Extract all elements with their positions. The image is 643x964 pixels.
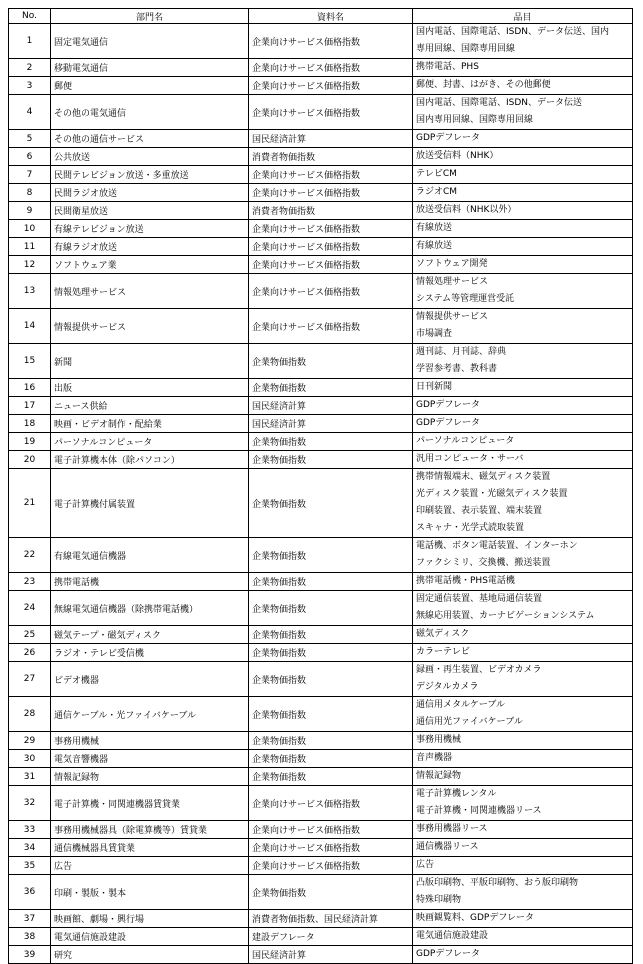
item-line: ソフトウェア開発 — [416, 259, 488, 269]
items-cell — [413, 433, 633, 451]
item-line: 有線放送 — [416, 223, 453, 233]
items-cell — [413, 451, 633, 469]
row-number: 10 — [9, 220, 51, 238]
items-cell — [413, 768, 633, 786]
table-row — [9, 768, 633, 786]
items-cell — [413, 538, 633, 573]
header-items: 品目 — [413, 9, 633, 24]
items-cell — [413, 397, 633, 415]
source-name: 企業物価指数 — [249, 644, 413, 662]
source-name: 企業物価指数 — [249, 451, 413, 469]
item-line: GDPデフレータ — [416, 418, 480, 428]
item-line: 情報記録物 — [416, 771, 462, 781]
department-name: 携帯電話機 — [51, 573, 249, 591]
row-number: 25 — [9, 626, 51, 644]
items-cell — [413, 857, 633, 875]
items-cell — [413, 839, 633, 857]
item-line: 広告 — [416, 860, 435, 870]
department-name: 民間衛星放送 — [51, 202, 249, 220]
table-row — [9, 697, 633, 732]
item-line: GDPデフレータ — [416, 133, 480, 143]
items-cell — [413, 626, 633, 644]
department-name: 無線電気通信機器（除携帯電話機） — [51, 591, 249, 626]
row-number: 22 — [9, 538, 51, 573]
source-name: 企業向けサービス価格指数 — [249, 166, 413, 184]
table-row — [9, 59, 633, 77]
row-number: 6 — [9, 148, 51, 166]
department-name: 有線電気通信機器 — [51, 538, 249, 573]
department-name: 磁気テープ・磁気ディスク — [51, 626, 249, 644]
row-number: 19 — [9, 433, 51, 451]
table-row — [9, 573, 633, 591]
items-cell — [413, 130, 633, 148]
source-name: 企業物価指数 — [249, 433, 413, 451]
table-row — [9, 857, 633, 875]
row-number: 35 — [9, 857, 51, 875]
source-name: 企業向けサービス価格指数 — [249, 274, 413, 309]
item-line: 凸版印刷物、平版印刷物、おう版印刷物 — [416, 878, 579, 888]
items-cell — [413, 662, 633, 697]
items-cell — [413, 732, 633, 750]
table-row — [9, 732, 633, 750]
table-body — [9, 24, 633, 964]
department-name: その他の通信サービス — [51, 130, 249, 148]
row-number: 7 — [9, 166, 51, 184]
item-line: 携帯電話機・PHS電話機 — [416, 576, 515, 586]
source-name: 企業向けサービス価格指数 — [249, 77, 413, 95]
item-line: 日刊新聞 — [416, 382, 453, 392]
source-name: 建設デフレータ — [249, 928, 413, 946]
department-name: 電気通信施設建設 — [51, 928, 249, 946]
item-line: 特殊印刷物 — [416, 895, 462, 905]
department-name: ビデオ機器 — [51, 662, 249, 697]
source-name: 企業向けサービス価格指数 — [249, 184, 413, 202]
department-name: 郵便 — [51, 77, 249, 95]
source-name: 企業物価指数 — [249, 768, 413, 786]
source-name: 企業向けサービス価格指数 — [249, 59, 413, 77]
source-name: 企業向けサービス価格指数 — [249, 839, 413, 857]
item-line: 市場調査 — [416, 329, 453, 339]
item-line: 固定通信装置、基地局通信装置 — [416, 594, 543, 604]
department-name: 固定電気通信 — [51, 24, 249, 59]
source-name: 企業物価指数 — [249, 591, 413, 626]
item-line: パーソナルコンピュータ — [416, 436, 515, 446]
department-name: 通信機械器具賃貸業 — [51, 839, 249, 857]
item-line: 音声機器 — [416, 753, 453, 763]
row-number: 24 — [9, 591, 51, 626]
row-number: 1 — [9, 24, 51, 59]
source-name: 国民経済計算 — [249, 130, 413, 148]
items-cell — [413, 644, 633, 662]
table-row — [9, 220, 633, 238]
source-name: 企業向けサービス価格指数 — [249, 220, 413, 238]
item-line: 録画・再生装置、ビデオカメラ — [416, 665, 542, 675]
table-row — [9, 662, 633, 697]
department-name: 広告 — [51, 857, 249, 875]
table-row — [9, 202, 633, 220]
items-cell — [413, 750, 633, 768]
source-name: 消費者物価指数、国民経済計算 — [249, 910, 413, 928]
item-line: 国内電話、国際電話、ISDN、データ伝送、国内 — [416, 27, 610, 37]
source-name: 国民経済計算 — [249, 946, 413, 964]
item-line: 電気通信施設建設 — [416, 931, 489, 941]
items-cell — [413, 95, 633, 130]
item-line: ファクシミリ、交換機、搬送装置 — [416, 558, 551, 568]
table-row — [9, 148, 633, 166]
items-cell — [413, 928, 633, 946]
row-number: 21 — [9, 469, 51, 538]
source-name: 企業向けサービス価格指数 — [249, 821, 413, 839]
item-line: 放送受信料（NHK以外） — [416, 205, 517, 215]
table-row — [9, 77, 633, 95]
item-line: 電子計算機・同関連機器リース — [416, 806, 542, 816]
item-line: 専用回線、国際専用回線 — [416, 44, 516, 54]
department-name: ラジオ・テレビ受信機 — [51, 644, 249, 662]
department-name: 電子計算機・同関連機器賃貸業 — [51, 786, 249, 821]
items-cell — [413, 591, 633, 626]
item-line: 通信用光ファイバケーブル — [416, 717, 523, 727]
table-row — [9, 469, 633, 538]
items-cell — [413, 573, 633, 591]
items-cell — [413, 166, 633, 184]
item-line: 有線放送 — [416, 241, 453, 251]
row-number: 17 — [9, 397, 51, 415]
item-line: GDPデフレータ — [416, 400, 480, 410]
department-name: 電子計算機本体（除パソコン） — [51, 451, 249, 469]
table-row — [9, 379, 633, 397]
row-number: 12 — [9, 256, 51, 274]
table-row — [9, 256, 633, 274]
item-line: 週刊誌、月刊誌、辞典 — [416, 347, 507, 357]
row-number: 15 — [9, 344, 51, 379]
source-name: 消費者物価指数 — [249, 202, 413, 220]
table-row — [9, 644, 633, 662]
item-line: 通信用メタルケーブル — [416, 700, 506, 710]
item-line: 光ディスク装置・光磁気ディスク装置 — [416, 489, 568, 499]
source-name: 企業物価指数 — [249, 344, 413, 379]
source-name: 企業向けサービス価格指数 — [249, 857, 413, 875]
row-number: 37 — [9, 910, 51, 928]
row-number: 28 — [9, 697, 51, 732]
table-row — [9, 538, 633, 573]
table-row — [9, 591, 633, 626]
item-line: 携帯電話、PHS — [416, 62, 479, 72]
header-row — [9, 9, 633, 24]
table-row — [9, 184, 633, 202]
item-line: 通信機器リース — [416, 842, 479, 852]
department-name: ニュース供給 — [51, 397, 249, 415]
items-cell — [413, 415, 633, 433]
department-name: 移動電気通信 — [51, 59, 249, 77]
items-cell — [413, 344, 633, 379]
table-row — [9, 309, 633, 344]
table-row — [9, 397, 633, 415]
item-line: 放送受信料（NHK） — [416, 151, 499, 161]
table-row — [9, 344, 633, 379]
source-name: 企業向けサービス価格指数 — [249, 238, 413, 256]
items-cell — [413, 184, 633, 202]
department-name: 有線テレビジョン放送 — [51, 220, 249, 238]
source-name: 企業物価指数 — [249, 732, 413, 750]
source-name: 企業物価指数 — [249, 626, 413, 644]
department-name: ソフトウェア業 — [51, 256, 249, 274]
department-name: 民間テレビジョン放送・多重放送 — [51, 166, 249, 184]
row-number: 31 — [9, 768, 51, 786]
department-name: 出版 — [51, 379, 249, 397]
table-row — [9, 451, 633, 469]
row-number: 39 — [9, 946, 51, 964]
item-line: システム等管理運営受託 — [416, 294, 515, 304]
item-line: カラーテレビ — [416, 647, 470, 657]
department-name: 有線ラジオ放送 — [51, 238, 249, 256]
department-name: 映画館、劇場・興行場 — [51, 910, 249, 928]
row-number: 5 — [9, 130, 51, 148]
items-cell — [413, 59, 633, 77]
department-name: その他の電気通信 — [51, 95, 249, 130]
table-row — [9, 626, 633, 644]
source-name: 企業向けサービス価格指数 — [249, 786, 413, 821]
source-name: 企業物価指数 — [249, 662, 413, 697]
items-cell — [413, 469, 633, 538]
department-name: 新聞 — [51, 344, 249, 379]
item-line: 情報処理サービス — [416, 277, 489, 287]
table-row — [9, 910, 633, 928]
items-cell — [413, 238, 633, 256]
row-number: 30 — [9, 750, 51, 768]
table-row — [9, 415, 633, 433]
department-name: 事務用機械器具（除電算機等）賃貸業 — [51, 821, 249, 839]
item-line: 映画観覧料、GDPデフレータ — [416, 913, 534, 923]
item-line: 携帯情報端末、磁気ディスク装置 — [416, 472, 551, 482]
items-cell — [413, 821, 633, 839]
item-line: 磁気ディスク — [416, 629, 470, 639]
item-line: GDPデフレータ — [416, 949, 480, 959]
source-name: 企業向けサービス価格指数 — [249, 95, 413, 130]
department-name: 印刷・製版・製本 — [51, 875, 249, 910]
department-name: 情報提供サービス — [51, 309, 249, 344]
item-line: 事務用機械 — [416, 735, 462, 745]
items-cell — [413, 379, 633, 397]
table-row — [9, 166, 633, 184]
source-name: 企業物価指数 — [249, 379, 413, 397]
item-line: 電話機、ボタン電話装置、インターホン — [416, 541, 578, 551]
row-number: 13 — [9, 274, 51, 309]
table-row — [9, 928, 633, 946]
table-row — [9, 95, 633, 130]
table-row — [9, 750, 633, 768]
table-row — [9, 24, 633, 59]
row-number: 29 — [9, 732, 51, 750]
department-name: 事務用機械 — [51, 732, 249, 750]
items-cell — [413, 697, 633, 732]
source-name: 企業向けサービス価格指数 — [249, 24, 413, 59]
row-number: 11 — [9, 238, 51, 256]
item-line: テレビCM — [416, 169, 457, 179]
table-row — [9, 238, 633, 256]
item-line: 郵便、封書、はがき、その他郵便 — [416, 80, 551, 90]
header-source: 資料名 — [249, 9, 413, 24]
items-cell — [413, 220, 633, 238]
table-row — [9, 839, 633, 857]
items-cell — [413, 202, 633, 220]
table-row — [9, 821, 633, 839]
source-name: 企業物価指数 — [249, 697, 413, 732]
department-name: 情報記録物 — [51, 768, 249, 786]
table-row — [9, 274, 633, 309]
department-name: 電子計算機付属装置 — [51, 469, 249, 538]
items-cell — [413, 875, 633, 910]
department-name: 民間ラジオ放送 — [51, 184, 249, 202]
row-number: 27 — [9, 662, 51, 697]
item-line: デジタルカメラ — [416, 682, 479, 692]
item-line: 国内専用回線、国際専用回線 — [416, 115, 534, 125]
item-line: ラジオCM — [416, 187, 458, 197]
item-line: 国内電話、国際電話、ISDN、データ伝送 — [416, 98, 583, 108]
row-number: 38 — [9, 928, 51, 946]
item-line: 電子計算機レンタル — [416, 789, 497, 799]
row-number: 14 — [9, 309, 51, 344]
row-number: 34 — [9, 839, 51, 857]
header-department: 部門名 — [51, 9, 249, 24]
department-name: 通信ケーブル・光ファイバケーブル — [51, 697, 249, 732]
source-name: 企業物価指数 — [249, 573, 413, 591]
row-number: 16 — [9, 379, 51, 397]
department-name: 情報処理サービス — [51, 274, 249, 309]
items-cell — [413, 256, 633, 274]
source-name: 国民経済計算 — [249, 415, 413, 433]
table-row — [9, 786, 633, 821]
items-cell — [413, 946, 633, 964]
source-name: 国民経済計算 — [249, 397, 413, 415]
department-name: 研究 — [51, 946, 249, 964]
item-line: スキャナ・光学式読取装置 — [416, 523, 525, 533]
source-name: 企業物価指数 — [249, 875, 413, 910]
department-name: 電気音響機器 — [51, 750, 249, 768]
items-cell — [413, 274, 633, 309]
table-row — [9, 946, 633, 964]
row-number: 20 — [9, 451, 51, 469]
source-name: 企業物価指数 — [249, 538, 413, 573]
row-number: 26 — [9, 644, 51, 662]
item-line: 事務用機器リース — [416, 824, 488, 834]
item-line: 情報提供サービス — [416, 312, 489, 322]
items-cell — [413, 24, 633, 59]
source-name: 企業物価指数 — [249, 469, 413, 538]
source-name: 企業向けサービス価格指数 — [249, 309, 413, 344]
row-number: 9 — [9, 202, 51, 220]
row-number: 18 — [9, 415, 51, 433]
row-number: 32 — [9, 786, 51, 821]
items-cell — [413, 786, 633, 821]
table-row — [9, 433, 633, 451]
row-number: 2 — [9, 59, 51, 77]
items-cell — [413, 148, 633, 166]
item-line: 印刷装置、表示装置、端末装置 — [416, 506, 543, 516]
items-cell — [413, 910, 633, 928]
price-source-table — [8, 8, 633, 964]
table-row — [9, 875, 633, 910]
department-name: 公共放送 — [51, 148, 249, 166]
source-name: 企業向けサービス価格指数 — [249, 256, 413, 274]
department-name: パーソナルコンピュータ — [51, 433, 249, 451]
department-name: 映画・ビデオ制作・配給業 — [51, 415, 249, 433]
items-cell — [413, 309, 633, 344]
items-cell — [413, 77, 633, 95]
header-no: No. — [9, 9, 51, 24]
source-name: 消費者物価指数 — [249, 148, 413, 166]
item-line: 汎用コンピュータ・サーバ — [416, 454, 524, 464]
row-number: 3 — [9, 77, 51, 95]
item-line: 無線応用装置、カーナビゲーションシステム — [416, 611, 595, 621]
table-row — [9, 130, 633, 148]
row-number: 8 — [9, 184, 51, 202]
source-name: 企業物価指数 — [249, 750, 413, 768]
row-number: 23 — [9, 573, 51, 591]
row-number: 33 — [9, 821, 51, 839]
item-line: 学習参考書、教科書 — [416, 364, 498, 374]
row-number: 4 — [9, 95, 51, 130]
row-number: 36 — [9, 875, 51, 910]
